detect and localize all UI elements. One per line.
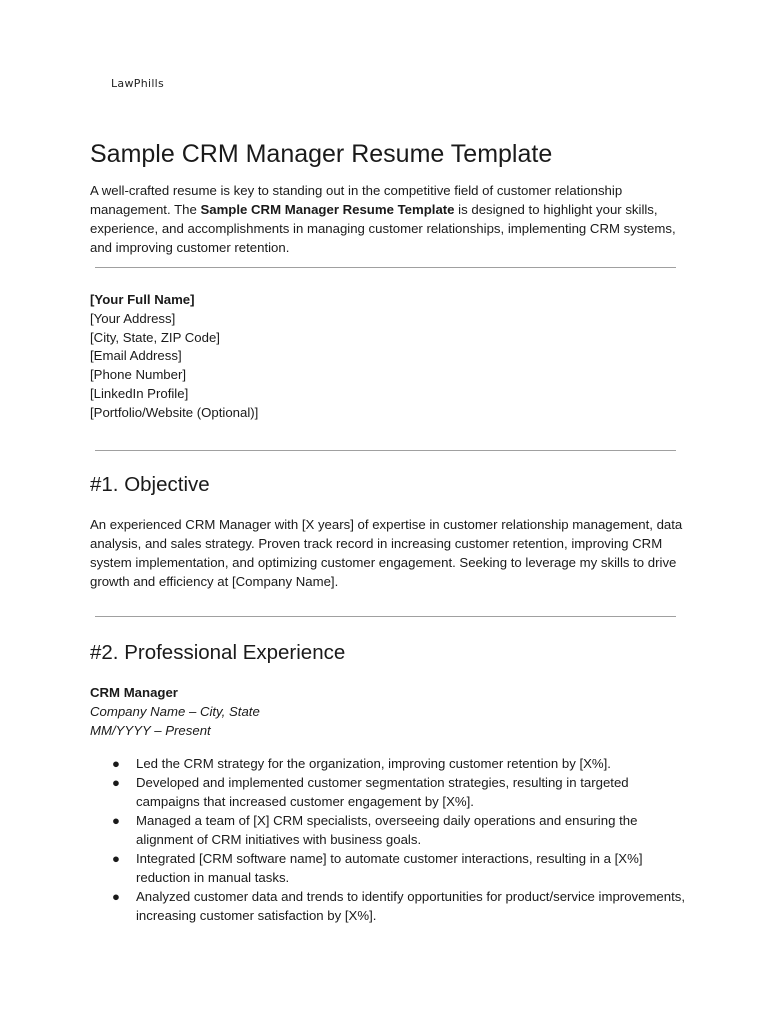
experience-heading: #2. Professional Experience xyxy=(90,641,346,664)
job-company: Company Name – City, State xyxy=(90,704,260,719)
list-item xyxy=(90,887,690,925)
intro-paragraph xyxy=(90,181,690,257)
objective-paragraph: An experienced CRM Manager with [X years] of expertise in customer relationship management, data analysis, and sales strategy. Proven track record in increasing customer retention, improving CRM system implementation, and optimizing customer engagement. Seeking to leverage my skills to drive growth and efficiency at [Company Name]. xyxy=(90,517,683,589)
job-dates: MM/YYYY – Present xyxy=(90,723,211,738)
contact-full-name: [Your Full Name] xyxy=(90,292,195,307)
contact-city-state-zip: [City, State, ZIP Code] xyxy=(90,329,220,345)
bullet-icon: ● xyxy=(112,775,120,790)
list-item xyxy=(90,773,690,811)
contact-phone: [Phone Number] xyxy=(90,367,187,383)
bullet-text: Led the CRM strategy for the organization, improving customer retention by [X%]. xyxy=(136,756,611,771)
page-title: Sample CRM Manager Resume Template xyxy=(90,140,553,168)
job-title: CRM Manager xyxy=(90,685,178,700)
divider xyxy=(95,450,676,451)
experience-bullet-list xyxy=(90,754,690,925)
bullet-text: Integrated [CRM software name] to automate customer interactions, resulting in a [X%] reduction in manual tasks. xyxy=(136,851,643,885)
intro-text-end: is designed to highlight your skills, experience, and accomplishments in managing customer relationships, implementing CRM systems, and improving customer retention. xyxy=(90,202,676,255)
contact-linkedin: [LinkedIn Profile] xyxy=(90,385,189,401)
intro-text-start: A well-crafted resume is key to standing out in the competitive field of customer relationship management. The xyxy=(90,183,623,217)
bullet-icon: ● xyxy=(112,813,120,828)
contact-address: [Your Address] xyxy=(90,310,176,326)
list-item xyxy=(90,811,690,849)
divider xyxy=(95,616,676,617)
bullet-icon: ● xyxy=(112,756,120,771)
contact-email: [Email Address] xyxy=(90,348,182,364)
list-item xyxy=(90,849,690,887)
bullet-text: Analyzed customer data and trends to identify opportunities for product/service improvements, increasing customer satisfaction by [X%]. xyxy=(136,889,686,923)
bullet-icon: ● xyxy=(112,851,120,866)
bullet-text: Managed a team of [X] CRM specialists, overseeing daily operations and ensuring the alignment of CRM initiatives with business goals. xyxy=(136,813,638,847)
intro-bold-template-name: Sample CRM Manager Resume Template xyxy=(200,202,455,217)
contact-block xyxy=(90,291,258,423)
divider xyxy=(95,267,676,268)
list-item xyxy=(90,754,690,773)
job-entry xyxy=(90,683,260,740)
contact-portfolio: [Portfolio/Website (Optional)] xyxy=(90,404,259,420)
bullet-icon: ● xyxy=(112,889,120,904)
brand-logo: LawPhills xyxy=(111,77,165,90)
bullet-text: Developed and implemented customer segmentation strategies, resulting in targeted campaigns that increased customer engagement by [X%]. xyxy=(136,775,629,809)
objective-heading: #1. Objective xyxy=(90,473,210,496)
